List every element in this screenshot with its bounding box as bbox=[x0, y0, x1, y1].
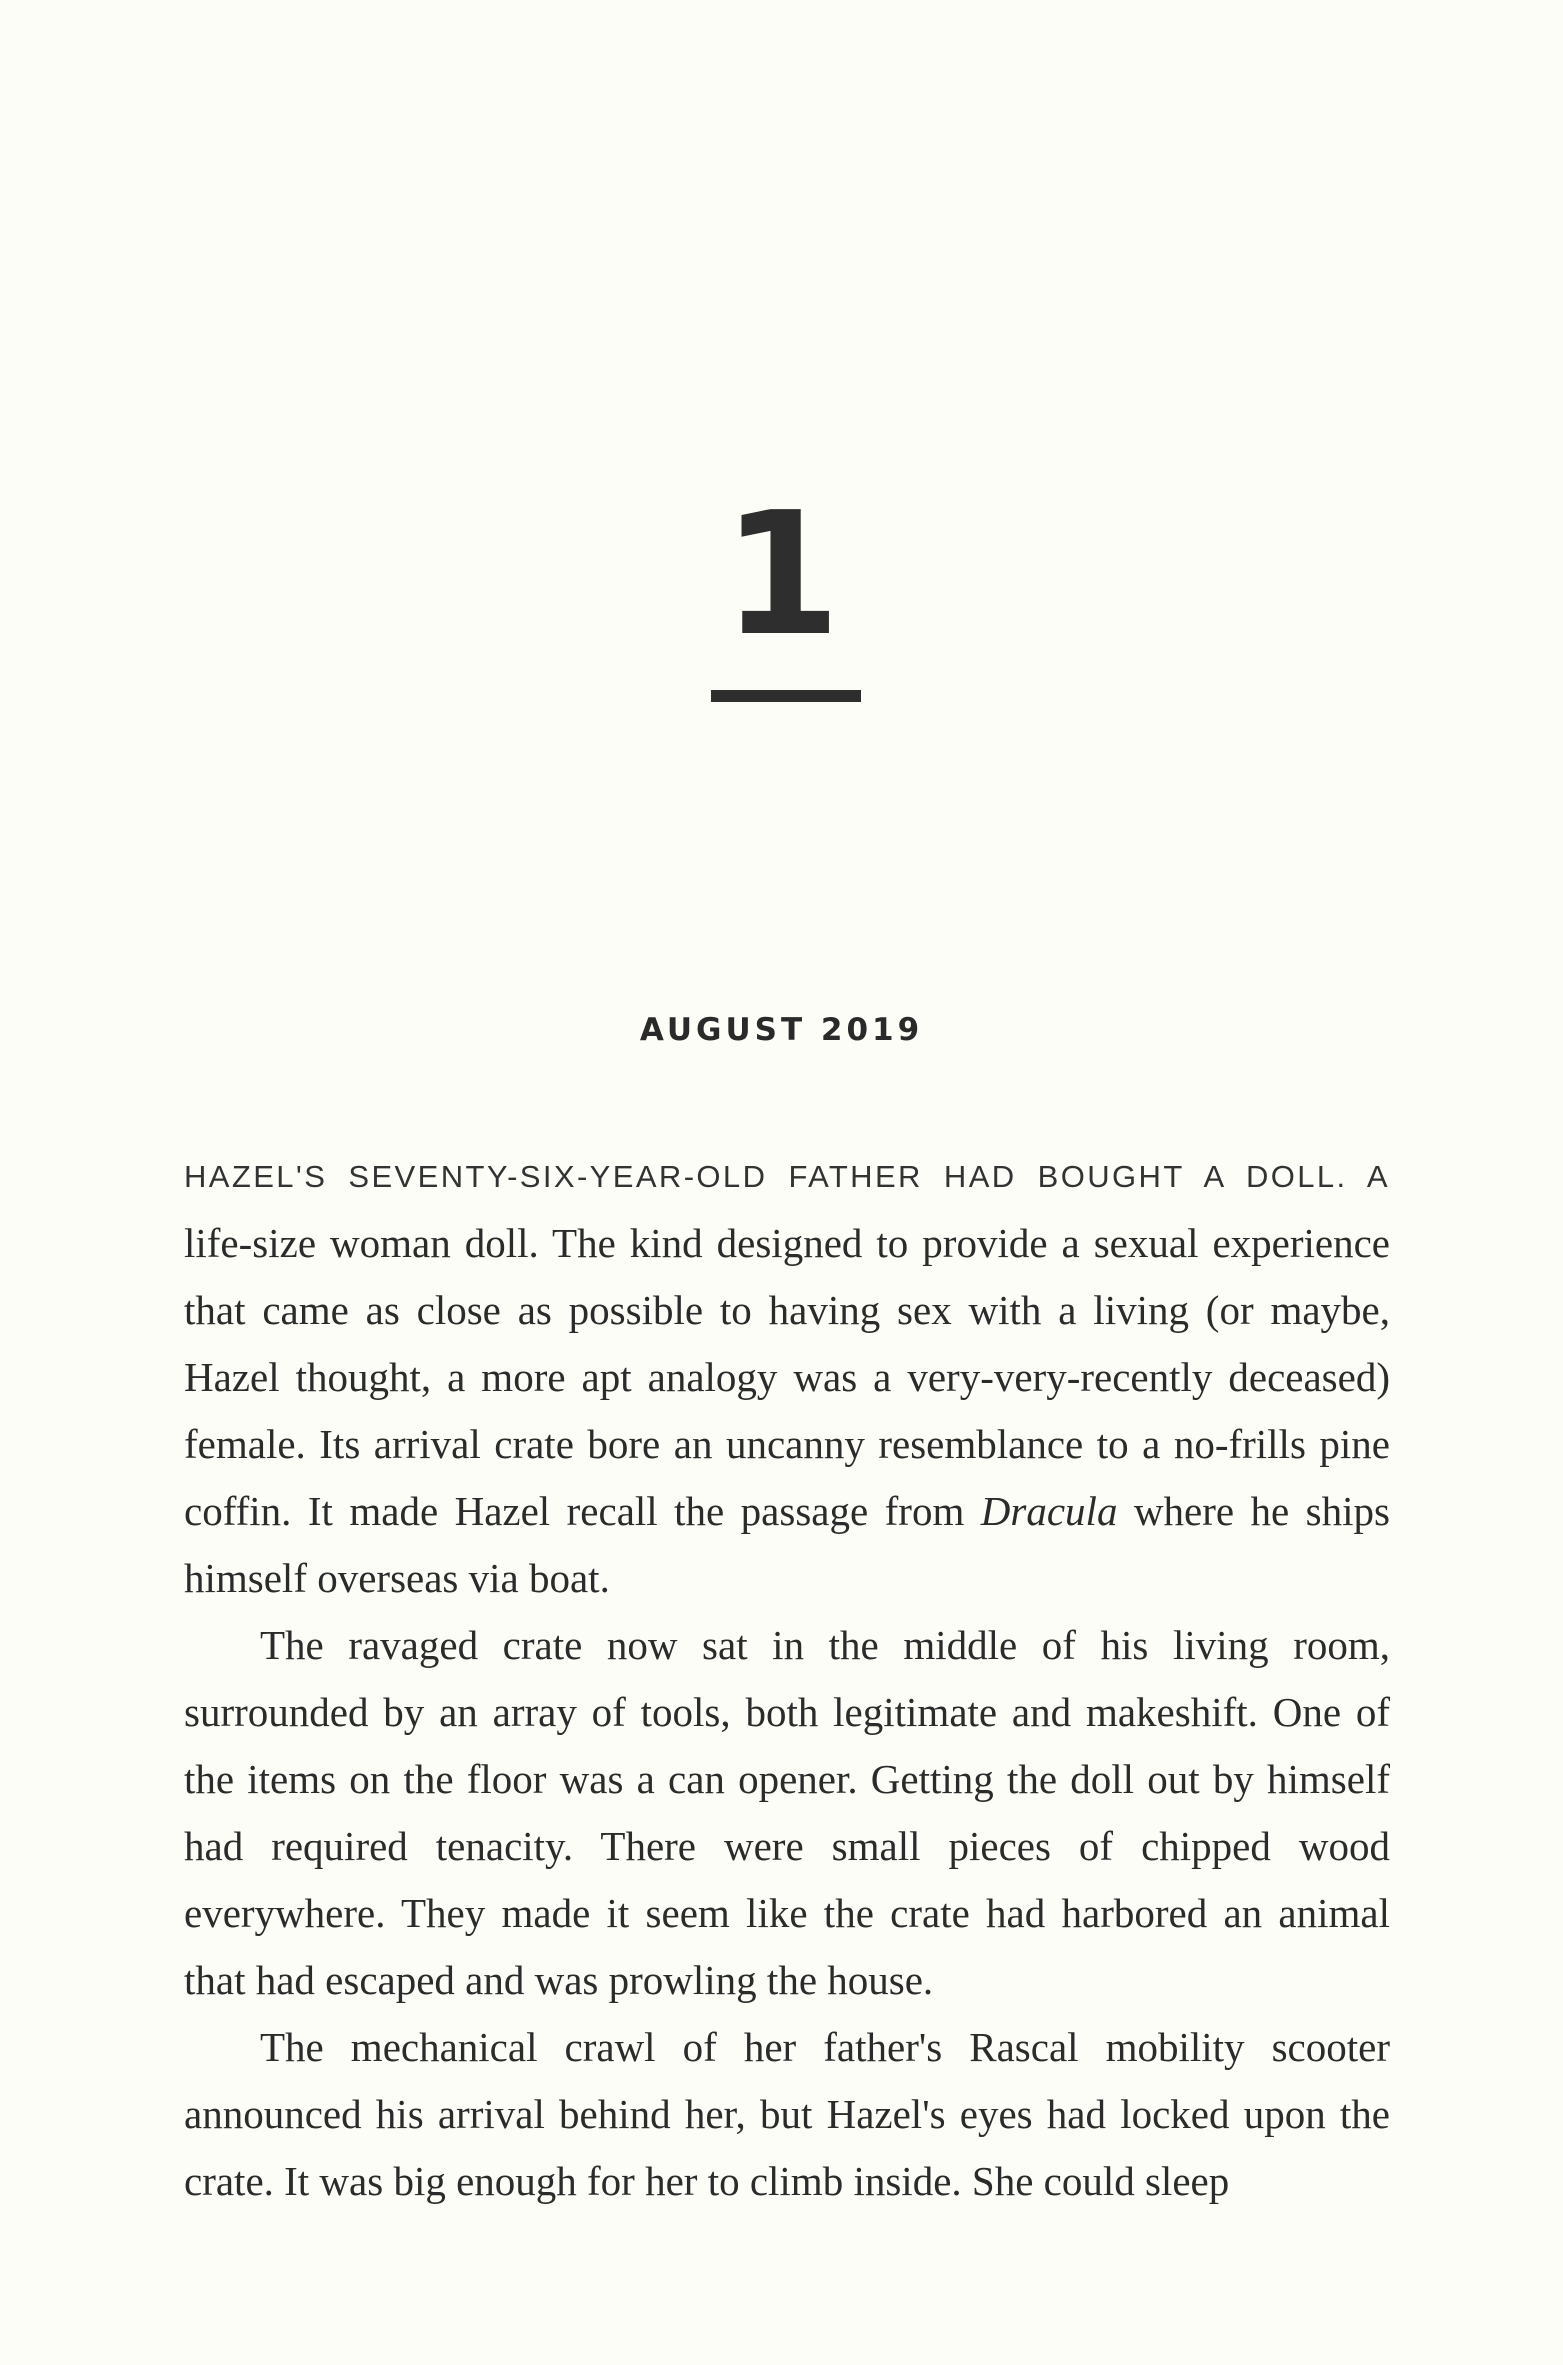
paragraph-2: The ravaged crate now sat in the middle of his living room, surrounded by an array of tools, both legitimate and makeshift. One of the items on the floor was a can opener. Getting the doll out by himself had required tenacity. There were small pieces of chipped wood everywhere. They made it seem like the crate had harbored an animal that had escaped and was prowling the house. bbox=[184, 1622, 1390, 2003]
italic-book-title: Dracula bbox=[980, 1488, 1118, 1534]
paragraph-1-text-end: where he ships himself overseas via boat. bbox=[184, 1488, 1390, 1601]
chapter-rule-divider bbox=[711, 690, 861, 702]
chapter-number: 1 bbox=[722, 476, 841, 674]
paragraph-1-text-start: life-size woman doll. The kind designed to provide a sexual experience that came as close as possible to having sex with a living (or maybe, Hazel thought, a more apt analogy was a very-very-recently deceased) female. Its arrival crate bore an uncanny resemblance to a no-frills pine coffin. It made Hazel recall the passage from bbox=[184, 1220, 1390, 1534]
paragraph-3: The mechanical crawl of her father's Rascal mobility scooter announced his arrival behind her, but Hazel's eyes had locked upon the crate. It was big enough for her to climb inside. She could sleep bbox=[184, 2024, 1390, 2204]
opening-small-caps: HAZEL'S SEVENTY-SIX-YEAR-OLD FATHER HAD BOUGHT A DOLL. A bbox=[184, 1159, 1390, 1194]
chapter-body-text bbox=[184, 1140, 1390, 2215]
chapter-date-heading: AUGUST 2019 bbox=[639, 1012, 924, 1048]
paragraph-1 bbox=[184, 1140, 1390, 1612]
